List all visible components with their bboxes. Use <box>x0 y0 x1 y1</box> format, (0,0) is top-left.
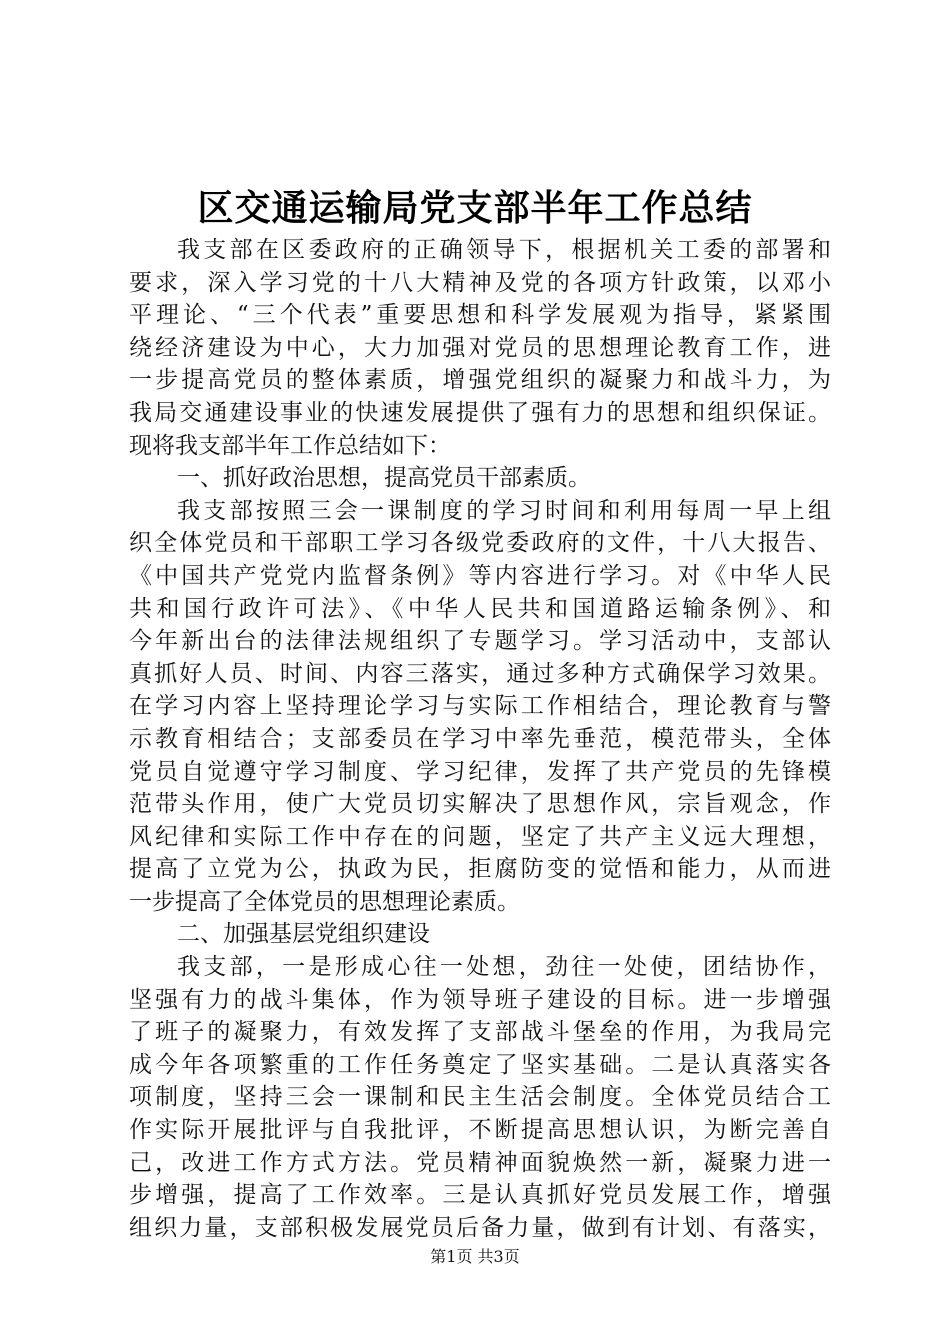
text-line: 我支部按照三会一课制度的学习时间和利用每周一早上组 <box>177 497 831 524</box>
text-line: 今年新出台的法律法规组织了专题学习。学习活动中，支部认 <box>129 628 831 655</box>
text-line: 范带头作用，使广大党员切实解决了思想作风，宗旨观念，作 <box>129 791 831 818</box>
text-line: 项制度，坚持三会一课制和民主生活会制度。全体党员结合工 <box>129 1084 831 1111</box>
text-line: 提高了立党为公，执政为民，拒腐防变的觉悟和能力，从而进 <box>129 856 831 883</box>
text-line: 《中国共产党党内监督条例》等内容进行学习。对《中华人民 <box>129 562 831 589</box>
text-line: 步增强，提高了工作效率。三是认真抓好党员发展工作，增强 <box>129 1182 831 1209</box>
text-line: 一步提高了全体党员的思想理论素质。 <box>129 888 520 915</box>
text-line: 党员自觉遵守学习制度、学习纪律，发挥了共产党员的先锋模 <box>129 758 831 785</box>
text-line: 共和国行政许可法》、《中华人民共和国道路运输条例》、和 <box>129 595 831 622</box>
text-line: 绕经济建设为中心，大力加强对党员的思想理论教育工作，进 <box>129 334 831 361</box>
text-line: 现将我支部半年工作总结如下： <box>129 432 451 459</box>
text-line: 风纪律和实际工作中存在的问题，坚定了共产主义远大理想， <box>129 823 831 850</box>
text-line: 一步提高党员的整体素质，增强党组织的凝聚力和战斗力，为 <box>129 367 831 394</box>
text-line: 示教育相结合；支部委员在学习中率先垂范，模范带头，全体 <box>129 725 831 752</box>
text-line: 坚强有力的战斗集体，作为领导班子建设的目标。进一步增强 <box>129 986 831 1013</box>
text-line: 我支部，一是形成心往一处想，劲往一处使，团结协作， <box>177 954 831 981</box>
document-title: 区交通运输局党支部半年工作总结 <box>197 187 753 229</box>
text-line: 成今年各项繁重的工作任务奠定了坚实基础。二是认真落实各 <box>129 1051 831 1078</box>
page-number-footer: 第1页 共3页 <box>430 1247 520 1266</box>
text-line: 作实际开展批评与自我批评，不断提高思想认识，为断完善自 <box>129 1117 831 1144</box>
text-line: 一、抓好政治思想，提高党员干部素质。 <box>177 465 591 492</box>
text-line: 织全体党员和干部职工学习各级党委政府的文件，十八大报告、 <box>129 530 831 557</box>
text-line: 我局交通建设事业的快速发展提供了强有力的思想和组织保证。 <box>129 399 831 426</box>
text-line: 在学习内容上坚持理论学习与实际工作相结合，理论教育与警 <box>129 693 831 720</box>
text-line: 要求，深入学习党的十八大精神及党的各项方针政策，以邓小 <box>129 269 831 296</box>
text-line: 平理论、“三个代表”重要思想和科学发展观为指导，紧紧围 <box>129 302 831 329</box>
document-body <box>129 234 831 1244</box>
text-line: 真抓好人员、时间、内容三落实，通过多种方式确保学习效果。 <box>129 660 831 687</box>
text-line: 了班子的凝聚力，有效发挥了支部战斗堡垒的作用，为我局完 <box>129 1019 831 1046</box>
text-line: 我支部在区委政府的正确领导下，根据机关工委的部署和 <box>177 237 831 263</box>
text-line: 己，改进工作方式方法。党员精神面貌焕然一新，凝聚力进一 <box>129 1149 831 1176</box>
text-line: 组织力量，支部积极发展党员后备力量，做到有计划、有落实， <box>129 1214 831 1241</box>
text-line: 二、加强基层党组织建设 <box>177 921 430 948</box>
